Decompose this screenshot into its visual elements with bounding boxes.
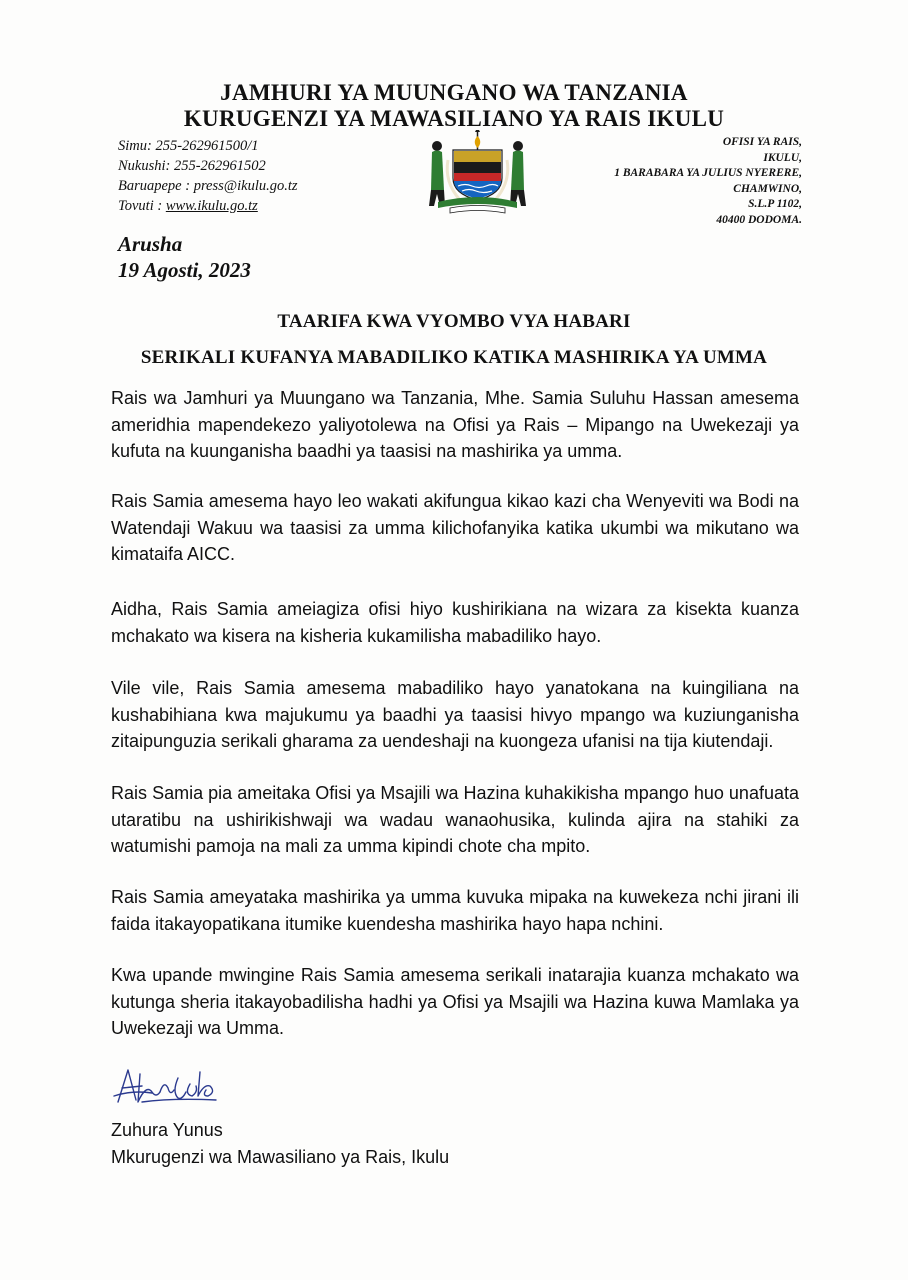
coat-of-arms-icon bbox=[420, 130, 535, 215]
address-line: OFISI YA RAIS, bbox=[722, 136, 802, 148]
website-link[interactable]: www.ikulu.go.tz bbox=[165, 198, 258, 214]
handwritten-signature-icon bbox=[112, 1062, 232, 1110]
address-line: 1 BARABARA YA JULIUS NYERERE, bbox=[614, 167, 802, 179]
date: 19 Agosti, 2023 bbox=[118, 258, 251, 282]
body-paragraph: Aidha, Rais Samia ameiagiza ofisi hiyo kushirikiana na wizara za kisekta kuanza mchakato wa kisera na kisheria kukamilisha mabadiliko hayo. bbox=[111, 599, 799, 646]
body-paragraph: Rais Samia amesema hayo leo wakati akifungua kikao kazi cha Wenyeviti wa Bodi na Watendaji Wakuu wa taasisi za umma kilichofanyika katika ukumbi wa mikutano wa kimataifa AICC. bbox=[111, 491, 799, 564]
letterhead-title-line1: JAMHURI YA MUUNGANO WA TANZANIA bbox=[220, 80, 688, 105]
signatory-title: Mkurugenzi wa Mawasiliano ya Rais, Ikulu bbox=[111, 1147, 450, 1167]
address-line: S.L.P 1102, bbox=[748, 198, 802, 210]
fax-number: Nukushi: 255-262961502 bbox=[118, 158, 266, 174]
document-subject-heading: SERIKALI KUFANYA MABADILIKO KATIKA MASHIRIKA YA UMMA bbox=[140, 347, 768, 368]
contact-details bbox=[118, 136, 298, 216]
office-address bbox=[614, 135, 802, 228]
signoff-block bbox=[111, 1117, 449, 1171]
body-paragraph: Kwa upande mwingine Rais Samia amesema serikali inatarajia kuanza mchakato wa kutunga sheria itakayobadilisha hadhi ya Ofisi ya Msajili wa Hazina kuwa Mamlaka ya Uwekezaji wa Umma. bbox=[111, 965, 799, 1038]
body-paragraph: Rais Samia pia ameitaka Ofisi ya Msajili wa Hazina kuhakikisha mpango huo unafuata utaratibu na ushirikishwaji wa wadau wanaohusika, kulinda ajira na stahiki za watumishi pamoja na mali za umma kipindi chote cha mpito. bbox=[111, 783, 799, 856]
body-paragraph: Rais Samia ameyataka mashirika ya umma kuvuka mipaka na kuwekeza nchi jirani ili faida itakayopatikana itumike kuendesha mashirika hayo hapa nchini. bbox=[111, 887, 799, 934]
body-paragraph: Rais wa Jamhuri ya Muungano wa Tanzania, Mhe. Samia Suluhu Hassan amesema ameridhia mapendekezo yaliyotolewa na Ofisi ya Rais – Mipango na Uwekezaji ya kufuta na kuunganisha baadhi ya taasisi na mashirika ya umma. bbox=[111, 388, 799, 461]
place-and-date bbox=[118, 231, 251, 283]
body-paragraph: Vile vile, Rais Samia amesema mabadiliko hayo yanatokana na kuingiliana na kushabihiana kwa majukumu ya baadhi ya taasisi hivyo mpango wa kuziunganisha zitaipunguzia serikali gharama za uendeshaji na kuongeza ufanisi na tija kiutendaji. bbox=[111, 678, 799, 751]
email-address[interactable]: Baruapepe : press@ikulu.go.tz bbox=[118, 178, 298, 194]
phone-number: Simu: 255-262961500/1 bbox=[118, 138, 259, 154]
website-label: Tovuti : bbox=[118, 198, 166, 214]
address-line: CHAMWINO, bbox=[733, 182, 802, 195]
website-row bbox=[118, 196, 298, 216]
address-line: IKULU, bbox=[763, 151, 802, 164]
document-type-heading: TAARIFA KWA VYOMBO VYA HABARI bbox=[277, 311, 631, 332]
signatory-name: Zuhura Yunus bbox=[111, 1120, 223, 1140]
place: Arusha bbox=[118, 232, 183, 256]
address-line: 40400 DODOMA. bbox=[716, 213, 802, 226]
letterhead-title-line2: KURUGENZI YA MAWASILIANO YA RAIS IKULU bbox=[183, 106, 725, 131]
